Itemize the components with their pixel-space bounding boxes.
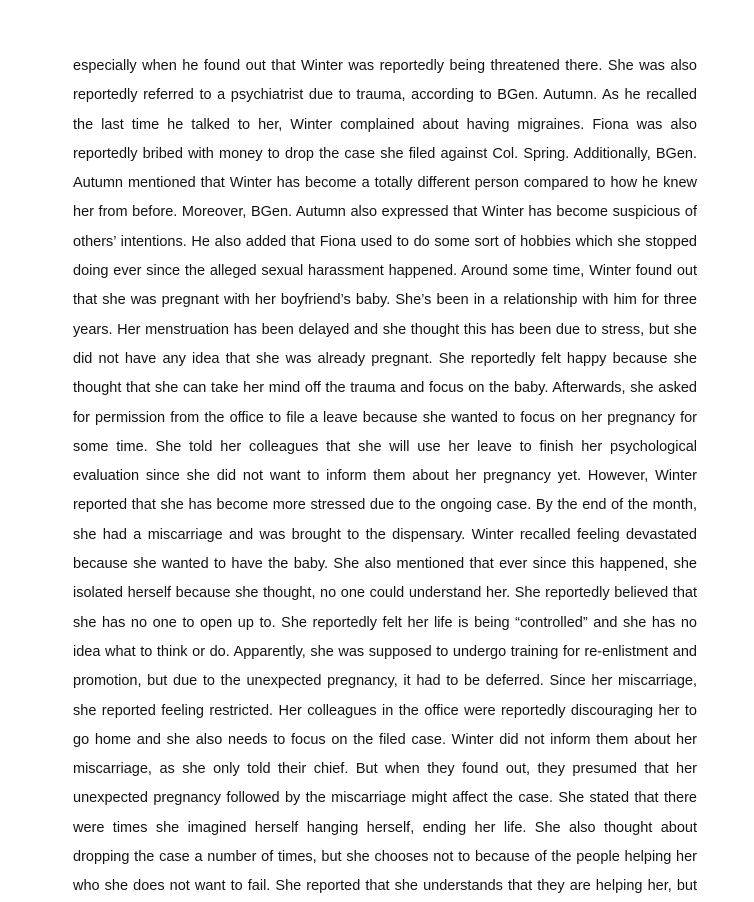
- text-line: were times she imagined herself hanging herself, ending her life. She also thought about: [73, 819, 697, 836]
- text-line: doing ever since the alleged sexual harassment happened. Around some time, Winter found out: [73, 263, 697, 280]
- text-line: her from before. Moreover, BGen. Autumn also expressed that Winter has become suspicious of: [73, 204, 697, 221]
- text-line: dropping the case a number of times, but she chooses not to because of the people helping her: [73, 849, 697, 866]
- text-line: idea what to think or do. Apparently, she was supposed to undergo training for re-enlistment and: [73, 643, 697, 660]
- text-line: isolated herself because she thought, no one could understand her. She reportedly believed that: [73, 585, 697, 602]
- text-line: evaluation since she did not want to inform them about her pregnancy yet. However, Winter: [73, 468, 697, 485]
- text-line: she reported feeling restricted. Her colleagues in the office were reportedly discouraging her to: [73, 702, 697, 719]
- text-line: she had a miscarriage and was brought to the dispensary. Winter recalled feeling devastated: [73, 526, 697, 543]
- text-line: the last time he talked to her, Winter complained about having migraines. Fiona was also: [73, 116, 697, 133]
- text-line: did not have any idea that she was already pregnant. She reportedly felt happy because she: [73, 350, 697, 367]
- text-line: Autumn mentioned that Winter has become a totally different person compared to how he knew: [73, 175, 697, 192]
- text-line: unexpected pregnancy followed by the miscarriage might affect the case. She stated that there: [73, 790, 697, 807]
- text-line: reportedly referred to a psychiatrist due to trauma, according to BGen. Autumn. As he recalled: [73, 87, 697, 104]
- text-line: who she does not want to fail. She reported that she understands that they are helping her, but: [73, 878, 697, 895]
- text-line: promotion, but due to the unexpected pregnancy, it had to be deferred. Since her miscarriage,: [73, 673, 697, 690]
- text-line: that she was pregnant with her boyfriend’s baby. She’s been in a relationship with him for three: [73, 292, 697, 309]
- text-line: because she wanted to have the baby. She also mentioned that ever since this happened, she: [73, 556, 697, 573]
- text-line: miscarriage, as she only told their chief. But when they found out, they presumed that her: [73, 761, 697, 778]
- text-line: reported that she has become more stressed due to the ongoing case. By the end of the month,: [73, 497, 697, 514]
- body-paragraph: [73, 52, 697, 902]
- text-line: reportedly bribed with money to drop the case she filed against Col. Spring. Additionally, BGen.: [73, 145, 697, 162]
- text-line: go home and she also needs to focus on the filed case. Winter did not inform them about her: [73, 731, 697, 748]
- text-line: especially when he found out that Winter was reportedly being threatened there. She was also: [73, 58, 697, 74]
- text-line: for permission from the office to file a leave because she wanted to focus on her pregnancy for: [73, 409, 697, 426]
- text-line: some time. She told her colleagues that she will use her leave to finish her psychological: [73, 438, 697, 455]
- text-line: others’ intentions. He also added that Fiona used to do some sort of hobbies which she stopped: [73, 233, 697, 250]
- text-line: years. Her menstruation has been delayed and she thought this has been due to stress, but she: [73, 321, 697, 338]
- text-line: she has no one to open up to. She reportedly felt her life is being “controlled” and she has no: [73, 614, 697, 631]
- text-line: thought that she can take her mind off the trauma and focus on the baby. Afterwards, she asked: [73, 380, 697, 397]
